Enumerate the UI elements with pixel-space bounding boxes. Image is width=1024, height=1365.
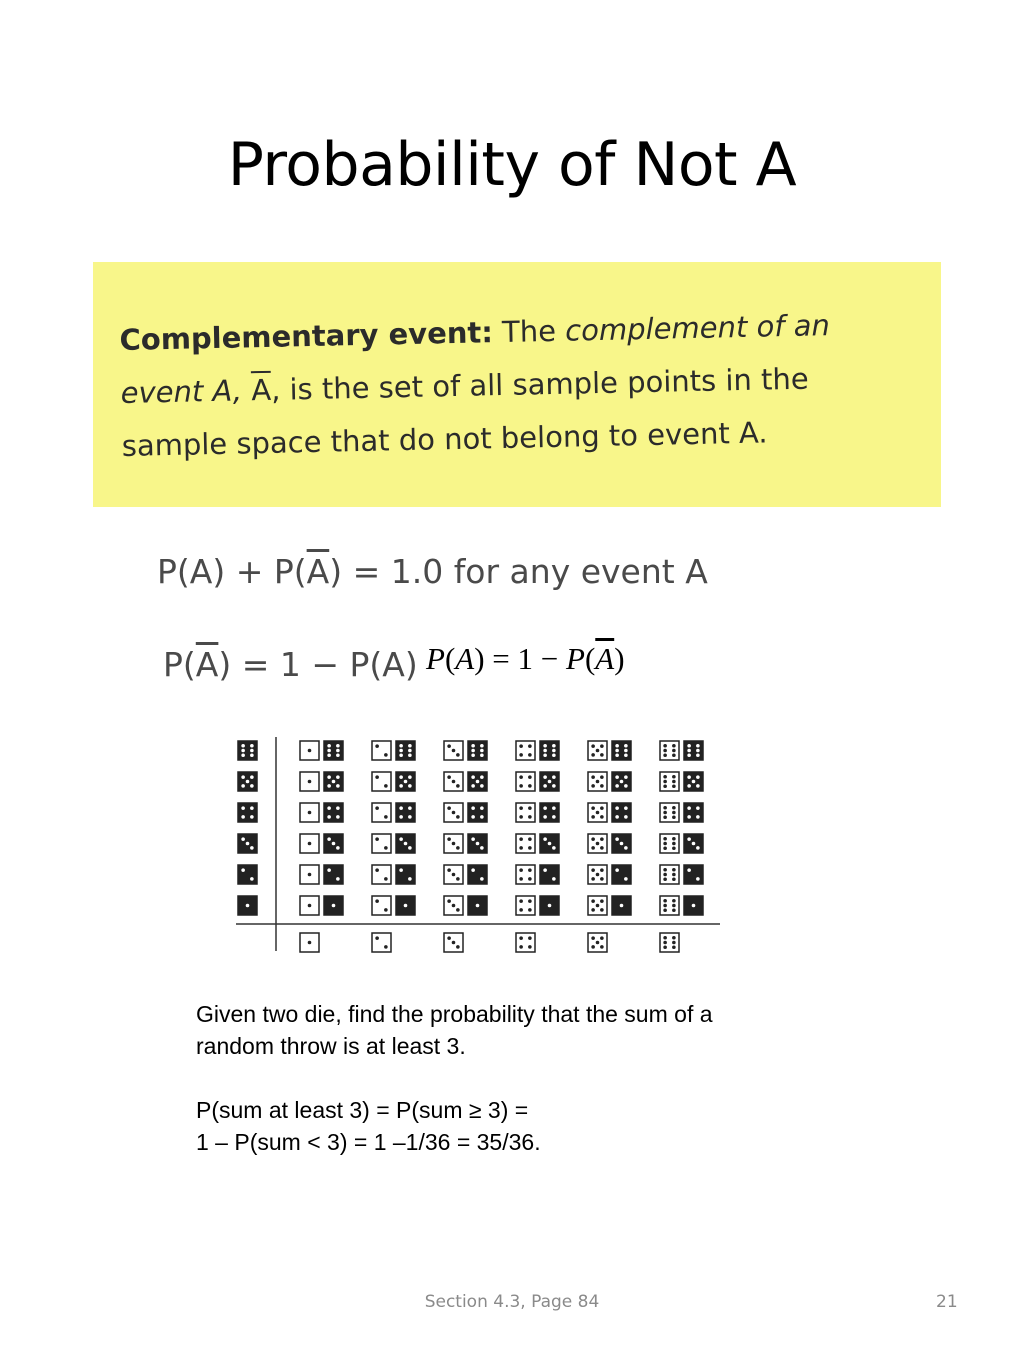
cell-die-6-6-second [684, 741, 703, 760]
formula-1-part-b: ) = 1.0 for any event A [329, 552, 708, 591]
cell-die-6-3-second [684, 834, 703, 853]
cell-die-5-4-first [588, 803, 607, 822]
cell-die-5-4-second [612, 803, 631, 822]
cell-die-4-1-first [516, 896, 535, 915]
formula-3-a1: A [455, 641, 475, 676]
cell-die-4-2-second [540, 865, 559, 884]
cell-die-3-6-first [444, 741, 463, 760]
cell-die-3-3-first [444, 834, 463, 853]
complement-symbol: $\overline{A}$ [250, 372, 272, 408]
problem-line-2: random throw is at least 3. [196, 1033, 466, 1059]
cell-die-1-5-first [300, 772, 319, 791]
cell-die-6-6-first [660, 741, 679, 760]
cell-die-1-4-first [300, 803, 319, 822]
cell-die-4-2-first [516, 865, 535, 884]
cell-die-3-1-first [444, 896, 463, 915]
formula-1-bar-a: $\overline{A}$ [306, 552, 330, 591]
cell-die-2-2-second [396, 865, 415, 884]
cell-die-5-1-second [612, 896, 631, 915]
cell-die-6-1-first [660, 896, 679, 915]
cell-die-5-3-first [588, 834, 607, 853]
cell-die-3-6-second [468, 741, 487, 760]
cell-die-1-1-first [300, 896, 319, 915]
cell-die-2-1-first [372, 896, 391, 915]
cell-die-2-3-first [372, 834, 391, 853]
formula-2-bar-a: $\overline{A}$ [195, 645, 219, 684]
cell-die-3-1-second [468, 896, 487, 915]
cell-die-4-5-first [516, 772, 535, 791]
cell-die-4-3-second [540, 834, 559, 853]
column-header-die-5 [588, 933, 607, 952]
cell-die-2-6-second [396, 741, 415, 760]
cell-die-2-2-first [372, 865, 391, 884]
cell-die-5-2-second [612, 865, 631, 884]
formula-3-mid: ) = 1 − [474, 641, 566, 676]
cell-die-3-2-second [468, 865, 487, 884]
row-header-die-4 [238, 803, 257, 822]
problem-text [196, 998, 836, 1158]
row-header-die-3 [238, 834, 257, 853]
cell-die-6-4-first [660, 803, 679, 822]
formula-3-paren-1: ( [444, 641, 456, 676]
cell-die-2-1-second [396, 896, 415, 915]
cell-die-2-5-first [372, 772, 391, 791]
cell-die-6-5-second [684, 772, 703, 791]
problem-line-3: P(sum at least 3) = P(sum ≥ 3) = [196, 1097, 529, 1123]
cell-die-1-3-second [324, 834, 343, 853]
cell-die-6-1-second [684, 896, 703, 915]
cell-die-2-4-second [396, 803, 415, 822]
cell-die-6-4-second [684, 803, 703, 822]
column-header-die-1 [300, 933, 319, 952]
cell-die-4-6-first [516, 741, 535, 760]
definition-italic: complement of an event A, [120, 308, 831, 410]
column-header-die-6 [660, 933, 679, 952]
formula-3-paren-close: ) [614, 641, 625, 676]
cell-die-5-5-second [612, 772, 631, 791]
cell-die-3-5-first [444, 772, 463, 791]
cell-die-5-6-first [588, 741, 607, 760]
definition-text-1: The [492, 313, 566, 350]
row-header-die-5 [238, 772, 257, 791]
formula-3-bar-a: $\overline{A}$ [595, 641, 615, 676]
problem-line-1: Given two die, find the probability that the sum of a [196, 1001, 713, 1027]
cell-die-5-2-first [588, 865, 607, 884]
cell-die-1-6-second [324, 741, 343, 760]
formula-3-p1: P [426, 641, 445, 676]
formula-1-part-a: P(A) + P( [157, 552, 307, 591]
cell-die-5-5-first [588, 772, 607, 791]
definition-text-2: , is the set of all sample points in the sample space that do not belong to event A. [121, 361, 809, 463]
event-formula [426, 641, 625, 677]
cell-die-5-3-second [612, 834, 631, 853]
cell-die-1-2-first [300, 865, 319, 884]
definition-term: Complementary event: [119, 315, 494, 357]
cell-die-3-2-first [444, 865, 463, 884]
cell-die-6-3-first [660, 834, 679, 853]
problem-line-4: 1 – P(sum < 3) = 1 –1/36 = 35/36. [196, 1129, 541, 1155]
page-number: 21 [936, 1292, 958, 1312]
column-header-die-4 [516, 933, 535, 952]
row-header-die-2 [238, 865, 257, 884]
cell-die-5-6-second [612, 741, 631, 760]
cell-die-2-5-second [396, 772, 415, 791]
formula-2-part-b: ) = 1 − P(A) [218, 645, 418, 684]
definition-text [119, 297, 922, 473]
slide-title: Probability of Not A [227, 130, 797, 200]
footer-source: Section 4.3, Page 84 [424, 1292, 600, 1312]
cell-die-6-5-first [660, 772, 679, 791]
row-header-die-1 [238, 896, 257, 915]
cell-die-1-3-first [300, 834, 319, 853]
cell-die-1-5-second [324, 772, 343, 791]
definition-box [93, 262, 941, 507]
dice-sample-space-grid [230, 735, 730, 955]
formula-2-part-a: P( [163, 645, 196, 684]
row-header-die-6 [238, 741, 257, 760]
complement-sum-formula [157, 552, 708, 591]
cell-die-6-2-first [660, 865, 679, 884]
cell-die-3-5-second [468, 772, 487, 791]
cell-die-4-4-first [516, 803, 535, 822]
cell-die-1-4-second [324, 803, 343, 822]
cell-die-1-2-second [324, 865, 343, 884]
formula-3-paren-2: ( [584, 641, 596, 676]
complement-formula [163, 645, 418, 684]
cell-die-2-4-first [372, 803, 391, 822]
cell-die-1-1-second [324, 896, 343, 915]
cell-die-2-6-first [372, 741, 391, 760]
cell-die-4-1-second [540, 896, 559, 915]
cell-die-3-4-first [444, 803, 463, 822]
cell-die-4-4-second [540, 803, 559, 822]
cell-die-4-5-second [540, 772, 559, 791]
cell-die-5-1-first [588, 896, 607, 915]
cell-die-3-3-second [468, 834, 487, 853]
cell-die-3-4-second [468, 803, 487, 822]
cell-die-2-3-second [396, 834, 415, 853]
cell-die-1-6-first [300, 741, 319, 760]
column-header-die-3 [444, 933, 463, 952]
formula-3-p2: P [566, 641, 585, 676]
cell-die-6-2-second [684, 865, 703, 884]
cell-die-4-3-first [516, 834, 535, 853]
cell-die-4-6-second [540, 741, 559, 760]
column-header-die-2 [372, 933, 391, 952]
